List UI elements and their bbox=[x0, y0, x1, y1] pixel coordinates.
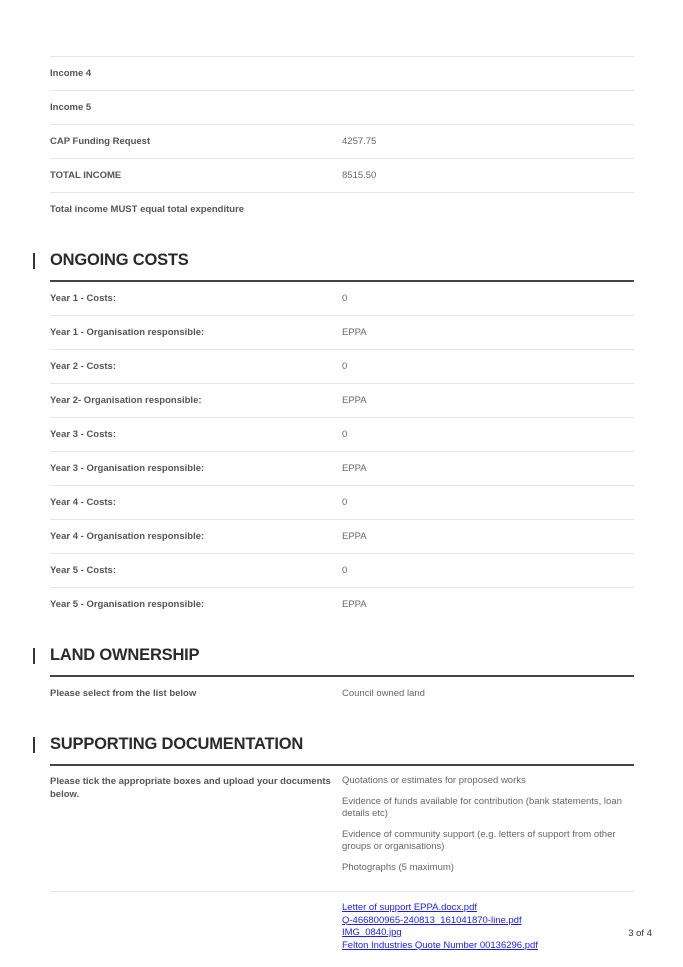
field-label: Year 5 - Costs: bbox=[50, 565, 116, 576]
section-header-land-ownership bbox=[50, 639, 634, 677]
table-row bbox=[50, 315, 634, 349]
field-label: Year 3 - Organisation responsible: bbox=[50, 463, 205, 474]
documentation-row bbox=[50, 766, 634, 892]
table-row bbox=[50, 90, 634, 124]
file-link[interactable]: Felton Industries Quote Number 00136296.pdf bbox=[342, 939, 538, 951]
section-title: ONGOING COSTS bbox=[50, 251, 189, 269]
option-item: Photographs (5 maximum) bbox=[342, 862, 454, 873]
field-value: 0 bbox=[342, 361, 348, 372]
table-row bbox=[50, 349, 634, 383]
field-value: 0 bbox=[342, 497, 348, 508]
field-label: Year 5 - Organisation responsible: bbox=[50, 599, 205, 610]
section-header-supporting-documentation bbox=[50, 728, 634, 766]
option-item: Quotations or estimates for proposed works bbox=[342, 775, 526, 786]
table-row bbox=[50, 124, 634, 158]
table-row bbox=[50, 677, 634, 710]
field-value: 0 bbox=[342, 429, 348, 440]
field-label: Year 1 - Costs: bbox=[50, 293, 116, 304]
file-link[interactable]: IMG_0840.jpg bbox=[342, 927, 402, 938]
field-label: Income 4 bbox=[50, 68, 92, 79]
uploaded-files bbox=[50, 892, 634, 952]
table-row bbox=[50, 451, 634, 485]
field-value: 0 bbox=[342, 565, 348, 576]
page-number: 3 of 4 bbox=[628, 928, 652, 939]
table-row bbox=[50, 553, 634, 587]
field-label: Please select from the list below bbox=[50, 688, 197, 699]
option-item: Evidence of funds available for contribution (bank statements, loan details etc) bbox=[342, 796, 622, 819]
field-value: 8515.50 bbox=[342, 170, 377, 181]
table-row bbox=[50, 383, 634, 417]
table-row bbox=[50, 56, 634, 90]
table-row bbox=[50, 282, 634, 315]
section-title: LAND OWNERSHIP bbox=[50, 646, 200, 664]
section-title: SUPPORTING DOCUMENTATION bbox=[50, 735, 304, 753]
table-row bbox=[50, 519, 634, 553]
table-row bbox=[50, 417, 634, 451]
table-row bbox=[50, 587, 634, 621]
field-value: EPPA bbox=[342, 463, 367, 474]
income-note: Total income MUST equal total expenditure bbox=[50, 204, 245, 215]
field-label: Year 2- Organisation responsible: bbox=[50, 395, 202, 406]
table-row bbox=[50, 158, 634, 192]
option-item: Evidence of community support (e.g. letters of support from other groups or organisations) bbox=[342, 829, 616, 852]
field-value: EPPA bbox=[342, 327, 367, 338]
field-label: TOTAL INCOME bbox=[50, 170, 122, 181]
field-label: CAP Funding Request bbox=[50, 136, 151, 147]
field-value: 4257.75 bbox=[342, 136, 377, 147]
field-label: Year 3 - Costs: bbox=[50, 429, 116, 440]
section-marker bbox=[33, 737, 35, 753]
field-value: EPPA bbox=[342, 599, 367, 610]
field-label: Year 4 - Costs: bbox=[50, 497, 116, 508]
section-marker bbox=[33, 253, 35, 269]
field-value: EPPA bbox=[342, 531, 367, 542]
field-value: EPPA bbox=[342, 395, 367, 406]
field-label: Please tick the appropriate boxes and upload your documents below. bbox=[50, 776, 331, 800]
field-label: Year 1 - Organisation responsible: bbox=[50, 327, 205, 338]
field-value: 0 bbox=[342, 293, 348, 304]
file-link[interactable]: Letter of support EPPA.docx.pdf bbox=[342, 902, 478, 913]
table-row bbox=[50, 485, 634, 519]
income-note-row bbox=[50, 192, 634, 226]
form-content bbox=[50, 56, 634, 952]
section-marker bbox=[33, 648, 35, 664]
field-value: Council owned land bbox=[342, 688, 425, 699]
field-label: Year 2 - Costs: bbox=[50, 361, 116, 372]
field-label: Year 4 - Organisation responsible: bbox=[50, 531, 205, 542]
section-header-ongoing-costs bbox=[50, 244, 634, 282]
field-label: Income 5 bbox=[50, 102, 92, 113]
file-link[interactable]: Q-466800965-240813_161041870-line.pdf bbox=[342, 914, 522, 926]
documentation-options bbox=[342, 775, 634, 883]
